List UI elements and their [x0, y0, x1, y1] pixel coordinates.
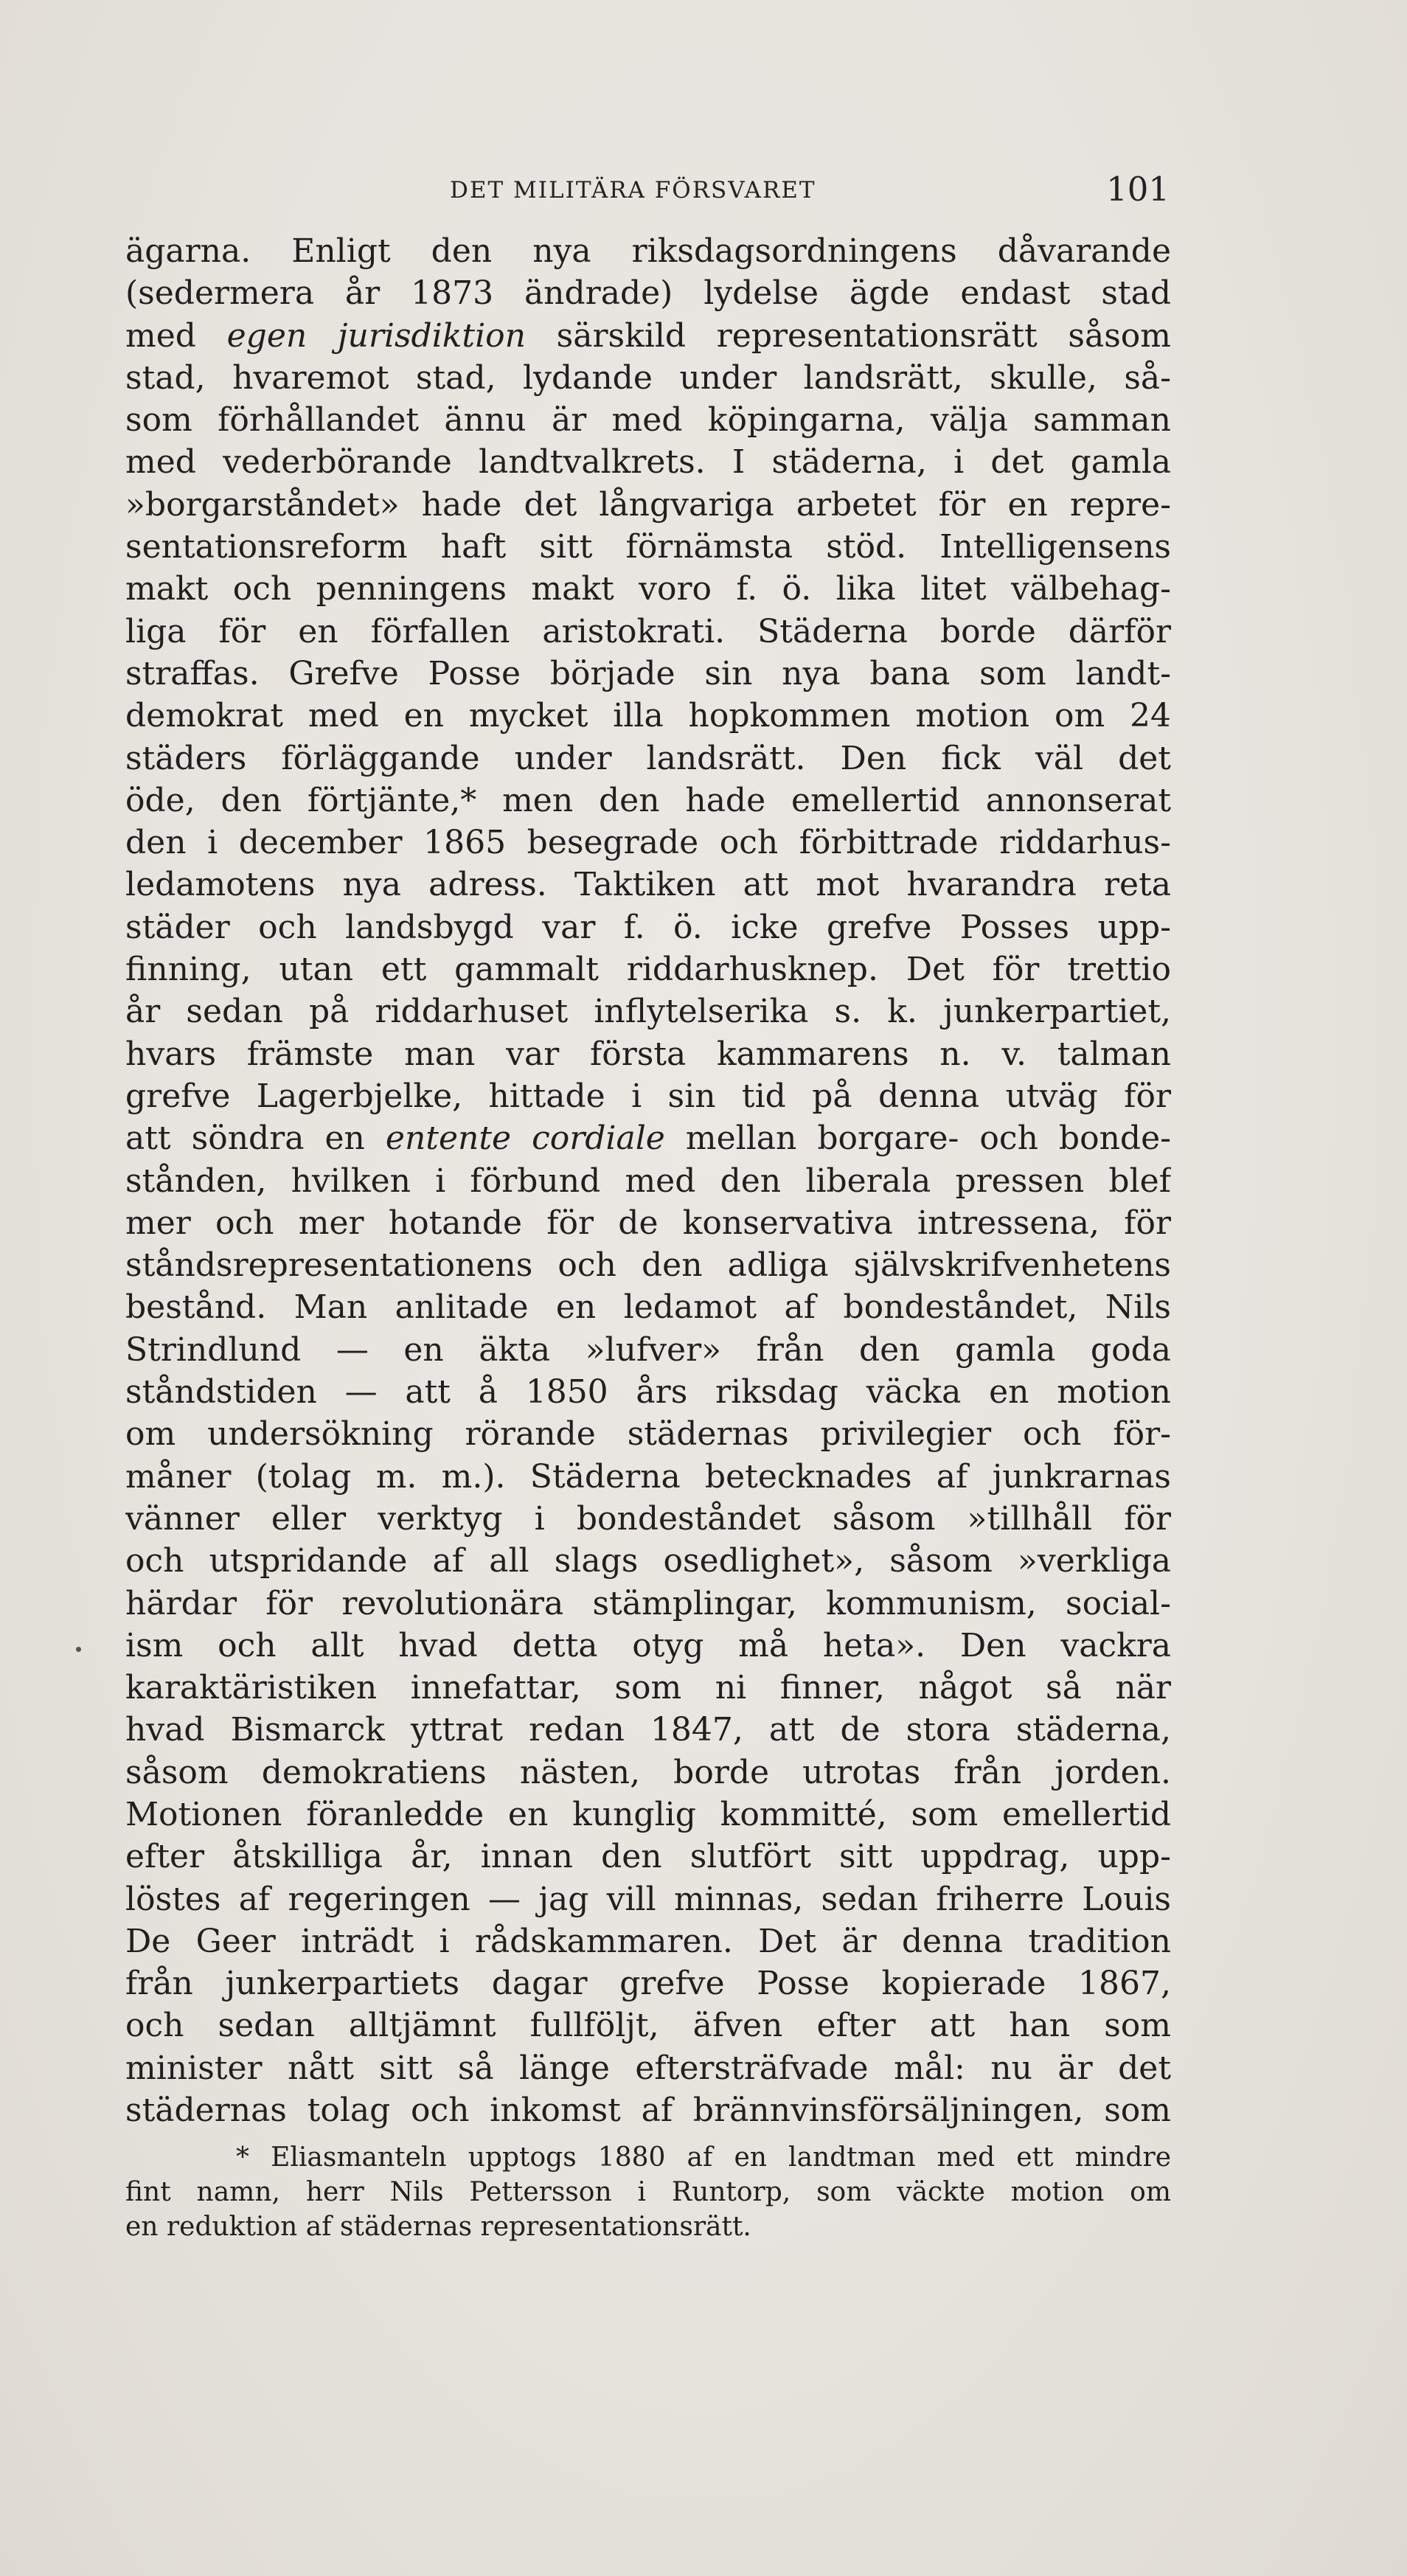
running-title: DET MILITÄRA FÖRSVARET: [450, 177, 816, 204]
text-line: De Geer inträdt i rådskammaren. Det är denna tradition: [125, 1922, 1171, 1960]
footnote: [125, 2140, 1171, 2244]
text-line: minister nått sitt så länge eftersträfvade mål: nu är det: [125, 2049, 1171, 2087]
text-line: (sedermera år 1873 ändrade) lydelse ägde endast stad: [125, 274, 1171, 313]
text-line: demokrat med en mycket illa hopkommen motion om 24: [125, 697, 1171, 735]
text-line: städers förläggande under landsrätt. Den fick väl det: [125, 739, 1171, 777]
text-line: från junkerpartiets dagar grefve Posse kopierade 1867,: [125, 1965, 1171, 2003]
text-line: och utspridande af all slags osedlighet», såsom »verkliga: [125, 1542, 1171, 1580]
text-line: med egen jurisdiktion särskild representationsrätt såsom: [125, 316, 1171, 355]
text-line: hvad Bismarck yttrat redan 1847, att de stora städerna,: [125, 1711, 1171, 1749]
text-line: och sedan alltjämnt fullföljt, äfven efter att han som: [125, 2007, 1171, 2045]
footnote-line: fint namn, herr Nils Pettersson i Runtorp, som väckte motion om: [125, 2177, 1171, 2207]
text-line: ism och allt hvad detta otyg må heta». Den vackra: [125, 1626, 1171, 1664]
italic-phrase: egen jurisdiktion: [226, 316, 527, 355]
text-line: hvars främste man var första kammarens n. v. talman: [125, 1035, 1171, 1073]
text-line: såsom demokratiens nästen, borde utrotas från jorden.: [125, 1753, 1171, 1791]
text-line: liga för en förfallen aristokrati. Städerna borde därför: [125, 612, 1171, 650]
text-line: makt och penningens makt voro f. ö. lika litet välbehag-: [125, 570, 1171, 608]
footnote-line: * Eliasmanteln upptogs 1880 af en landtman med ett mindre: [236, 2142, 1171, 2173]
text-line: efter åtskilliga år, innan den slutfört sitt uppdrag, upp-: [125, 1838, 1171, 1876]
text-line: städer och landsbygd var f. ö. icke grefve Posses upp-: [125, 908, 1171, 946]
text-line: härdar för revolutionära stämplingar, kommunism, social-: [125, 1584, 1171, 1622]
text-line: löstes af regeringen — jag vill minnas, sedan friherre Louis: [125, 1880, 1171, 1918]
text-line: om undersökning rörande städernas privilegier och för-: [125, 1415, 1171, 1454]
text-line: ägarna. Enligt den nya riksdagsordningens dåvarande: [125, 232, 1171, 270]
page-number: 101: [1106, 170, 1170, 209]
text-line: att söndra en entente cordiale mellan borgare- och bonde-: [125, 1119, 1171, 1158]
margin-mark: [76, 1647, 81, 1652]
text-line: sentationsreform haft sitt förnämsta stöd. Intelligensens: [125, 528, 1171, 566]
body-text: [125, 230, 1171, 2131]
text-line: ståndstiden — att å 1850 års riksdag väcka en motion: [125, 1373, 1171, 1412]
text-line: måner (tolag m. m.). Städerna betecknades af junkrarnas: [125, 1457, 1171, 1496]
text-line: karaktäristiken innefattar, som ni finner, något så när: [125, 1669, 1171, 1707]
text-line: finning, utan ett gammalt riddarhusknep. Det för trettio: [125, 951, 1171, 989]
text-line: Motionen föranledde en kunglig kommitté, som emellertid: [125, 1795, 1171, 1833]
footnote-line: en reduktion af städernas representationsrätt.: [125, 2212, 751, 2242]
text-line: Strindlund — en äkta »lufver» från den gamla goda: [125, 1330, 1171, 1369]
text-line: straffas. Grefve Posse började sin nya bana som landt-: [125, 654, 1171, 692]
text-line: som förhållandet ännu är med köpingarna, välja samman: [125, 401, 1171, 440]
text-line: bestånd. Man anlitade en ledamot af bondeståndet, Nils: [125, 1288, 1171, 1327]
italic-phrase: entente cordiale: [385, 1119, 665, 1158]
text-line: »borgarståndet» hade det långvariga arbetet för en repre-: [125, 485, 1171, 524]
text-line: ståndsrepresentationens och den adliga självskrifvenhetens: [125, 1246, 1171, 1285]
text-line: stånden, hvilken i förbund med den liberala pressen blef: [125, 1162, 1171, 1200]
text-line: ledamotens nya adress. Taktiken att mot hvarandra reta: [125, 866, 1171, 904]
text-line: städernas tolag och inkomst af brännvinsförsäljningen, som: [125, 2091, 1171, 2130]
text-line: grefve Lagerbjelke, hittade i sin tid på denna utväg för: [125, 1077, 1171, 1115]
text-line: mer och mer hotande för de konservativa intressena, för: [125, 1204, 1171, 1242]
text-line: den i december 1865 besegrade och förbittrade riddarhus-: [125, 824, 1171, 862]
text-line: öde, den förtjänte,* men den hade emellertid annonserat: [125, 781, 1171, 819]
text-line: år sedan på riddarhuset inflytelserika s. k. junkerpartiet,: [125, 993, 1171, 1031]
text-line: stad, hvaremot stad, lydande under landsrätt, skulle, så-: [125, 358, 1171, 397]
running-head: [125, 170, 1171, 211]
text-line: vänner eller verktyg i bondeståndet såsom »tillhåll för: [125, 1499, 1171, 1538]
text-line: med vederbörande landtvalkrets. I städerna, i det gamla: [125, 443, 1171, 482]
